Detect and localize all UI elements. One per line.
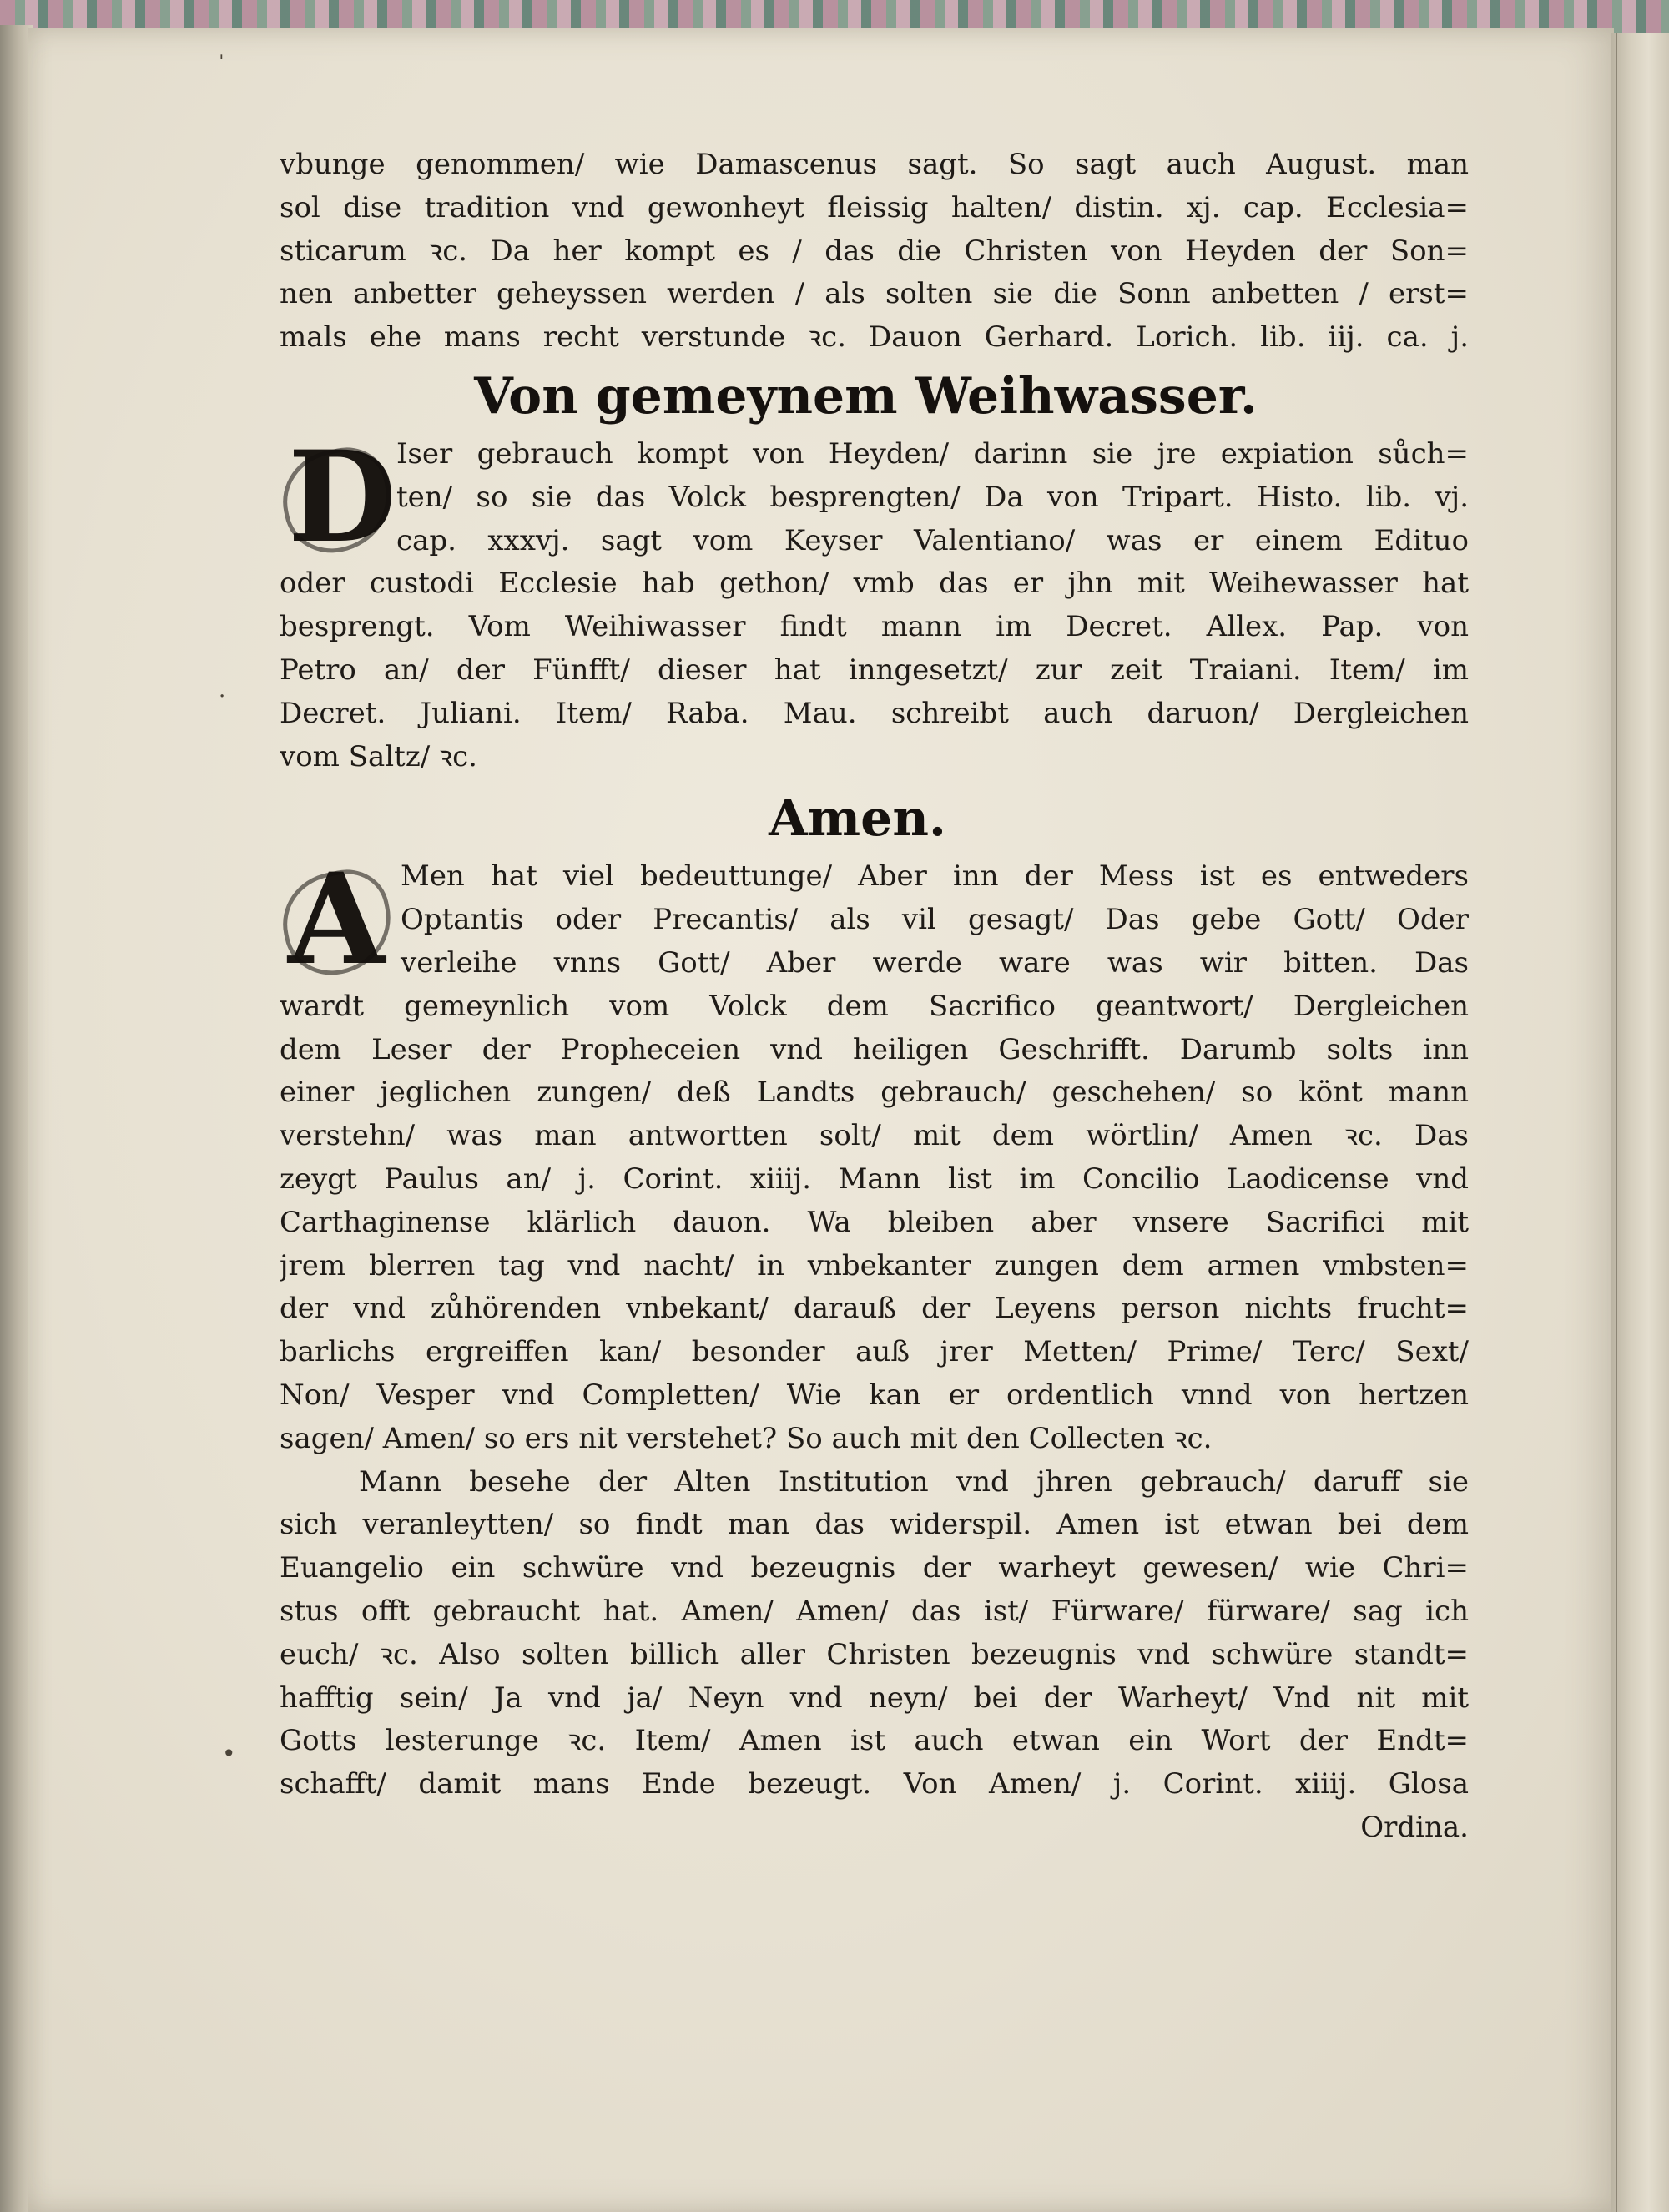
text-line: Euangelio ein schwüre vnd bezeugnis der warheyt gewesen/ wie Chri=: [280, 1551, 1469, 1585]
text-line: oder custodi Ecclesie hab gethon/ vmb das er jhn mit Weihewasser hat: [280, 567, 1469, 601]
text-line: nen anbetter geheyssen werden / als solten sie die Sonn anbetten / erst=: [280, 277, 1469, 311]
text-line: ten/ so sie das Volck besprengten/ Da von Tripart. Histo. lib. vj.: [396, 480, 1469, 514]
text-line: vom Saltz/ ꝛc.: [280, 739, 477, 773]
text-line: der vnd zůhörenden vnbekant/ darauß der Leyens person nichts frucht=: [280, 1292, 1469, 1326]
drop-cap-initial: D: [288, 423, 397, 571]
text-line: Carthaginense klärlich dauon. Wa bleiben aber vnsere Sacrifici mit: [280, 1205, 1469, 1239]
catchword: Ordina.: [1360, 1810, 1469, 1844]
text-line: cap. xxxvj. sagt vom Keyser Valentiano/ was er einem Edituo: [396, 523, 1469, 557]
text-line: besprengt. Vom Weihiwasser findt mann im Decret. Allex. Pap. von: [280, 610, 1469, 644]
text-line: verleihe vnns Gott/ Aber werde ware was wir bitten. Das: [401, 945, 1469, 980]
text-line: jrem blerren tag vnd nacht/ in vnbekanter zungen dem armen vmbsten=: [280, 1248, 1469, 1282]
ink-speck: ˈ: [219, 52, 224, 75]
text-line: Decret. Juliani. Item/ Raba. Mau. schreibt auch daruon/ Dergleichen: [280, 696, 1469, 730]
opening-paragraph: [280, 144, 1469, 360]
text-line: Men hat viel bedeuttunge/ Aber inn der Mess ist es entweders: [401, 859, 1469, 894]
text-line: sticarum ꝛc. Da her kompt es / das die Christen von Heyden der Son=: [280, 234, 1469, 268]
text-line: wardt gemeynlich vom Volck dem Sacrifico geantwort/ Dergleichen: [280, 989, 1469, 1023]
amen-paragraph: [280, 846, 1469, 1460]
text-line: hafftig sein/ Ja vnd ja/ Neyn vnd neyn/ bei der Warheyt/ Vnd nit mit: [280, 1680, 1469, 1715]
facing-page-edge: [1611, 33, 1669, 2212]
drop-cap-initial: A: [288, 846, 386, 994]
ink-speck: ·: [219, 684, 226, 709]
section-heading-weihwasser: Von gemeynem Weihwasser.: [474, 366, 1258, 426]
text-line: mals ehe mans recht verstunde ꝛc. Dauon Gerhard. Lorich. lib. iij. ca. j.: [280, 320, 1469, 355]
text-line: zeygt Paulus an/ j. Corint. xiiij. Mann list im Concilio Laodicense vnd: [280, 1161, 1469, 1196]
text-line: verstehn/ was man antwortten solt/ mit dem wörtlin/ Amen ꝛc. Das: [280, 1119, 1469, 1153]
text-line: stus offt gebraucht hat. Amen/ Amen/ das ist/ Fürware/ fürware/ sag ich: [280, 1594, 1469, 1628]
ink-speck: •: [222, 1740, 236, 1767]
section-heading-amen: Amen.: [769, 789, 946, 849]
text-line: sagen/ Amen/ so ers nit verstehet? So auch mit den Collecten ꝛc.: [280, 1421, 1213, 1455]
text-line: Mann besehe der Alten Institution vnd jhren gebrauch/ daruff sie: [359, 1464, 1469, 1499]
text-line: Optantis oder Precantis/ als vil gesagt/ Das gebe Gott/ Oder: [401, 903, 1469, 937]
text-line: Iser gebrauch kompt von Heyden/ darinn sie jre expiation sůch=: [396, 436, 1469, 471]
text-line: Non/ Vesper vnd Completten/ Wie kan er ordentlich vnnd von hertzen: [280, 1378, 1469, 1412]
text-line: barlichs ergreiffen kan/ besonder auß jrer Metten/ Prime/ Terc/ Sext/: [280, 1335, 1469, 1369]
text-line: sol dise tradition vnd gewonheyt fleissig halten/ distin. xj. cap. Ecclesia=: [280, 190, 1469, 224]
text-line: Gotts lesterunge ꝛc. Item/ Amen ist auch etwan ein Wort der Endt=: [280, 1724, 1469, 1758]
page-text: [280, 144, 1469, 1850]
text-line: Petro an/ der Fünfft/ dieser hat inngesetzt/ zur zeit Traiani. Item/ im: [280, 653, 1469, 687]
text-line: schafft/ damit mans Ende bezeugt. Von Amen/ j. Corint. xiiij. Glosa: [280, 1767, 1469, 1801]
weihwasser-paragraph: [280, 423, 1469, 778]
text-line: dem Leser der Propheceien vnd heiligen Geschrifft. Darumb solts inn: [280, 1032, 1469, 1066]
institution-paragraph: [280, 1461, 1469, 1850]
text-line: einer jeglichen zungen/ deß Landts gebrauch/ geschehen/ so könt mann: [280, 1076, 1469, 1110]
text-line: sich veranleytten/ so findt man das widerspil. Amen ist etwan bei dem: [280, 1508, 1469, 1542]
text-line: euch/ ꝛc. Also solten billich aller Christen bezeugnis vnd schwüre standt=: [280, 1637, 1469, 1671]
text-line: vbunge genommen/ wie Damascenus sagt. So sagt auch August. man: [280, 148, 1469, 181]
